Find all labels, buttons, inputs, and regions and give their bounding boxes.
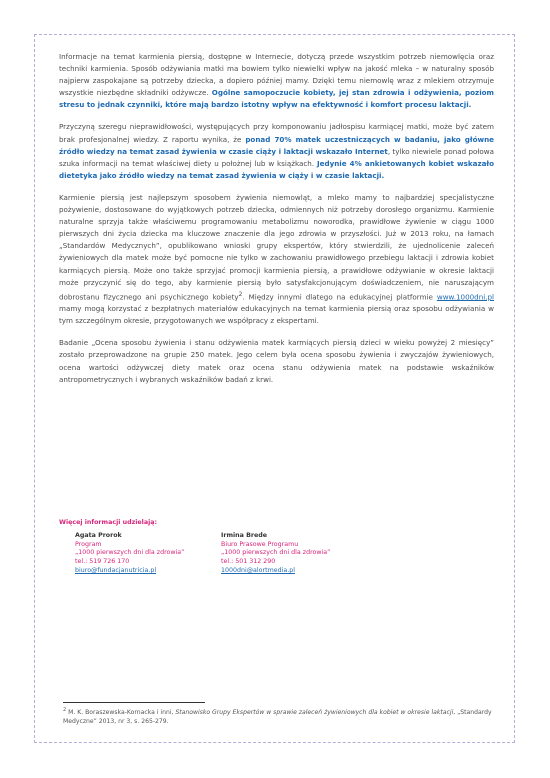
highlighted-text: Jedynie 4% ankietowanych kobiet wskazało dietetyka jako źródło wiedzy na temat zasad żywienia w ciąży i w czasie laktacji. [59,158,494,180]
contact-name: Agata Prorok [75,532,122,539]
document-page [34,34,515,743]
text-run: , tylko niewiele ponad połowa szuka informacji na temat właściwej diety u położnej lub w książkach. [59,146,494,168]
text-run: Karmienie piersią jest najlepszym sposobem żywienia niemowląt, a mleko mamy to najbardziej specjalistyczne pożywienie, dostosowane do wyjątkowych potrzeb dziecka, odmiennych niż potrzeby dorosłego organizmu. Karmienie naturalne sprzyja także właściwemu programowaniu metabolizmu noworodka, prawidłowe żywienie w ciągu 1000 pierwszych dni życia dziecka ma kluczowe znaczenie dla jego zdrowia w przyszłości. Już w 2013 roku, na łamach „Standardów Medycznych”, opublikowano wnioski grupy ekspertów, który stwierdzili, że ujednolicenie zaleceń żywieniowych dla matek może być pomocne nie tylko w zachowaniu prawidłowego przebiegu laktacji i zdrowia kobiet karmiących piersią. Może ono także sprzyjać promocji karmienia piersią, a prawidłowe odżywianie w okresie laktacji może przyczynić się do tego, aby karmienie piersią było satysfakcjonującym doświadczeniem, nie naruszającym dobrostanu fizycznego ani psychicznego kobiety [59,192,494,302]
contact-card-2 [221,532,330,576]
footnote-divider [63,702,205,703]
paragraph-3 [59,192,494,327]
paragraph-1 [59,51,494,111]
contact-program: „1000 pierwszych dni dla zdrowia” [221,549,331,557]
contact-role: Program [75,540,102,548]
contact-role: Biuro Prasowe Programu [221,540,299,548]
footnote-reference: 2 [238,290,243,298]
text-run: . Między innymi dlatego na edukacyjnej platformie [242,292,437,302]
text-run: Przyczyną szeregu nieprawidłowości, występujących przy komponowaniu jadłospisu karmiącej matki, może być zatem brak profesjonalnej wiedzy. Z raportu wynika, że [59,122,494,144]
highlighted-text: Ogólne samopoczucie kobiety, jej stan zdrowia i odżywienia, poziom stresu to jednak czynniki, które mają bardzo istotny wpływ na efektywność i komfort procesu laktacji. [59,88,494,110]
contact-name: Irmina Brede [221,532,268,539]
footnote-title: Stanowisko Grupy Ekspertów w sprawie zaleceń żywieniowych dla kobiet w okresie laktacji [175,709,454,717]
text-run: Badanie „Ocena sposobu żywienia i stanu odżywienia matek karmiących piersią dzieci w wieku powyżej 2 miesięcy” zostało przeprowadzone na grupie 250 matek. Jego celem była ocena sposobu żywienia i zwyczajów żywieniowych, ocena wartości odżywczej diety matek oraz ocena stanu odżywienia matek na podstawie wskaźników antropometrycznych i wybranych wskaźników badań z krwi. [59,338,494,384]
text-run: Informacje na temat karmienia piersią, dostępne w Internecie, dotyczą przede wszystkim potrzeb niemowlęcia oraz techniki karmienia. Sposób odżywiania matki ma bowiem tylko niewielki wpływ na jakość mleka – w naturalny sposób najpierw zaspokajane są potrzeby dziecka, a dopiero później mamy. Dzięki temu niemowlę wraz z mlekiem otrzymuje wszystkie niezbędne składniki odżywcze. [59,52,494,98]
footnote-authors: M. K. Boraszewska-Kornacka i inni, [66,709,176,717]
website-link[interactable]: www.1000dni.pl [436,292,494,302]
footnote [63,706,496,727]
contact-program: „1000 pierwszych dni dla zdrowia” [75,549,185,557]
contact-phone: tel.: 501 312 290 [221,558,276,566]
text-run: mamy mogą korzystać z bezpłatnych materiałów edukacyjnych na temat karmienia piersią oraz sposobu odżywiania w tym szczególnym okresie, przygotowanych we współpracy z ekspertami. [59,304,494,326]
highlighted-text: ponad 70% matek uczestniczących w badaniu, jako główne źródło wiedzy na temat zasad żywienia w czasie ciąży i laktacji wskazało Internet [59,134,494,156]
paragraph-2 [59,121,494,181]
footnote-source: , „Standardy Medyczne” 2013, nr 3, s. 265-279. [63,709,492,726]
contact-email-link[interactable]: biuro@fundacjanutricia.pl [75,566,157,574]
contact-phone: tel.: 519 726 170 [75,558,130,566]
paragraph-4 [59,337,494,385]
contact-email-link[interactable]: 1000dni@alortmedia.pl [221,566,295,574]
contact-heading: Więcej informacji udzielają: [59,519,158,526]
body-text [59,51,494,396]
contact-card-1 [75,532,184,576]
footnote-marker: 2 [63,707,67,713]
